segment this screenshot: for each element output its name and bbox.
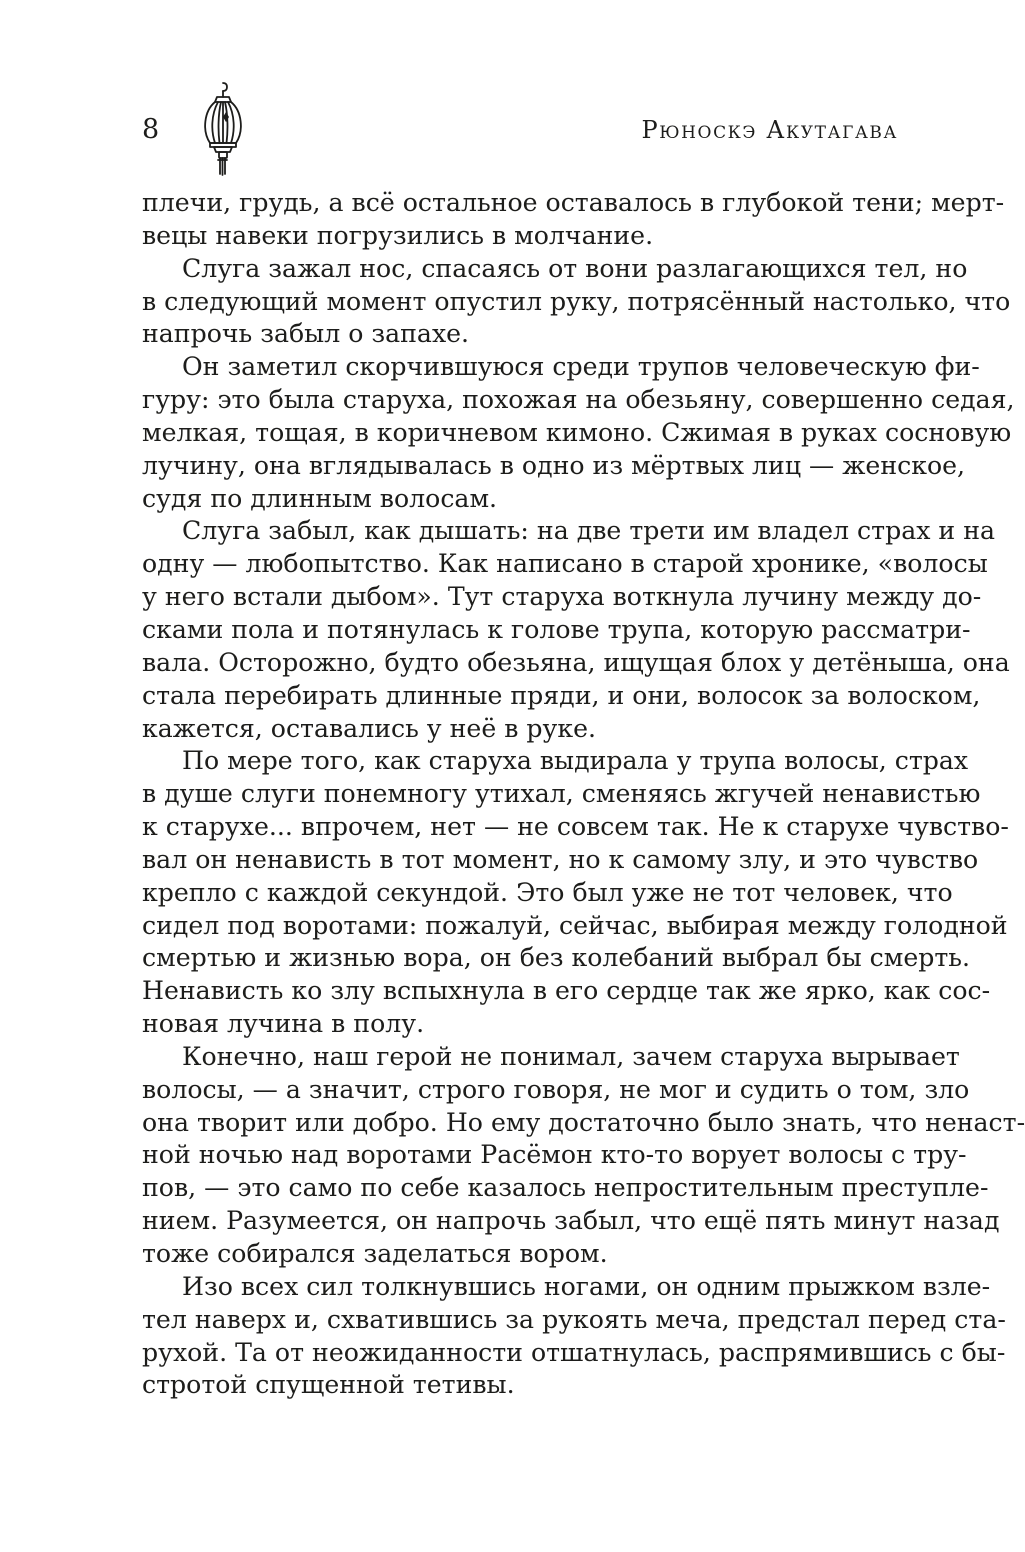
paragraph bbox=[142, 1271, 1006, 1402]
running-head bbox=[142, 108, 900, 178]
text-line: у него встали дыбом». Тут старуха воткнула лучину между до- bbox=[142, 582, 982, 612]
text-line: Конечно, наш герой не понимал, зачем старуха вырывает bbox=[182, 1041, 960, 1071]
text-line: тел наверх и, схватившись за рукоять меча, предстал перед ста- bbox=[142, 1304, 1006, 1334]
text-line: одну — любопытство. Как написано в старой хронике, «волосы bbox=[142, 549, 988, 579]
text-line: Слуга зажал нос, спасаясь от вони разлагающихся тел, но bbox=[182, 253, 968, 283]
paragraph bbox=[142, 745, 1009, 1041]
text-line: вала. Осторожно, будто обезьяна, ищущая блох у детёныша, она bbox=[142, 647, 1010, 677]
paragraph bbox=[142, 351, 1015, 515]
text-line: она творит или добро. Но ему достаточно было знать, что ненаст- bbox=[142, 1107, 1025, 1137]
running-head-author: Рюноскэ Акутагава bbox=[641, 116, 898, 144]
text-line: мелкая, тощая, в коричневом кимоно. Сжимая в руках сосновую bbox=[142, 417, 1012, 447]
text-line: плечи, грудь, а всё остальное оставалось в глубокой тени; мерт- bbox=[142, 188, 1005, 217]
text-line: вецы навеки погрузились в молчание. bbox=[142, 220, 654, 250]
text-line: ной ночью над воротами Расёмон кто-то ворует волосы с тру- bbox=[142, 1140, 967, 1170]
text-line: рухой. Та от неожиданности отшатнулась, распрямившись с бы- bbox=[142, 1337, 1006, 1367]
text-line: сками пола и потянулась к голове трупа, которую рассматри- bbox=[142, 614, 971, 644]
body-text bbox=[142, 187, 1025, 1402]
text-line: Ненависть ко злу вспыхнула в его сердце так же ярко, как сос- bbox=[142, 976, 991, 1006]
text-line: вал он ненависть в тот момент, но к самому злу, и это чувство bbox=[142, 844, 979, 874]
text-line: тоже собирался заделаться вором. bbox=[142, 1239, 608, 1268]
paragraph bbox=[142, 515, 1010, 745]
text-line: гуру: это была старуха, похожая на обезьяну, совершенно седая, bbox=[142, 385, 1015, 415]
text-line: Он заметил скорчившуюся среди трупов человеческую фи- bbox=[182, 352, 980, 382]
page-number: 8 bbox=[142, 114, 160, 145]
text-line: кажется, оставались у неё в руке. bbox=[142, 713, 597, 743]
text-line: в следующий момент опустил руку, потрясённый настолько, что bbox=[142, 286, 1011, 316]
text-line: сидел под воротами: пожалуй, сейчас, выбирая между голодной bbox=[142, 910, 1008, 940]
text-line: стротой спущенной тетивы. bbox=[142, 1370, 515, 1400]
text-line: волосы, — а значит, строго говоря, не мог и судить о том, зло bbox=[142, 1074, 970, 1104]
paragraph bbox=[142, 253, 1011, 352]
text-line: крепло с каждой секундой. Это был уже не тот человек, что bbox=[142, 877, 953, 907]
text-line: лучину, она вглядывалась в одно из мёртвых лиц — женское, bbox=[142, 450, 966, 480]
lantern-icon bbox=[198, 81, 248, 177]
text-line: По мере того, как старуха выдирала у трупа волосы, страх bbox=[182, 746, 969, 776]
text-line: в душе слуги понемногу утихал, сменяясь жгучей ненавистью bbox=[142, 779, 981, 809]
text-line: стала перебирать длинные пряди, и они, волосок за волоском, bbox=[142, 680, 981, 710]
text-line: нием. Разумеется, он напрочь забыл, что ещё пять минут назад bbox=[142, 1206, 1000, 1236]
text-line: Слуга забыл, как дышать: на две трети им владел страх и на bbox=[182, 516, 996, 546]
text-line: смертью и жизнью вора, он без колебаний выбрал бы смерть. bbox=[142, 943, 971, 973]
text-line: напрочь забыл о запахе. bbox=[142, 319, 470, 349]
text-line: судя по длинным волосам. bbox=[142, 483, 498, 513]
text-line: Изо всех сил толкнувшись ногами, он одним прыжком взле- bbox=[182, 1271, 991, 1301]
paragraph bbox=[142, 187, 1005, 253]
text-line: к старухе... впрочем, нет — не совсем так. Не к старухе чувство- bbox=[142, 812, 1009, 842]
text-line: пов, — это само по себе казалось непростительным преступле- bbox=[142, 1173, 989, 1203]
paragraph bbox=[142, 1041, 1025, 1271]
text-line: новая лучина в полу. bbox=[142, 1009, 425, 1039]
